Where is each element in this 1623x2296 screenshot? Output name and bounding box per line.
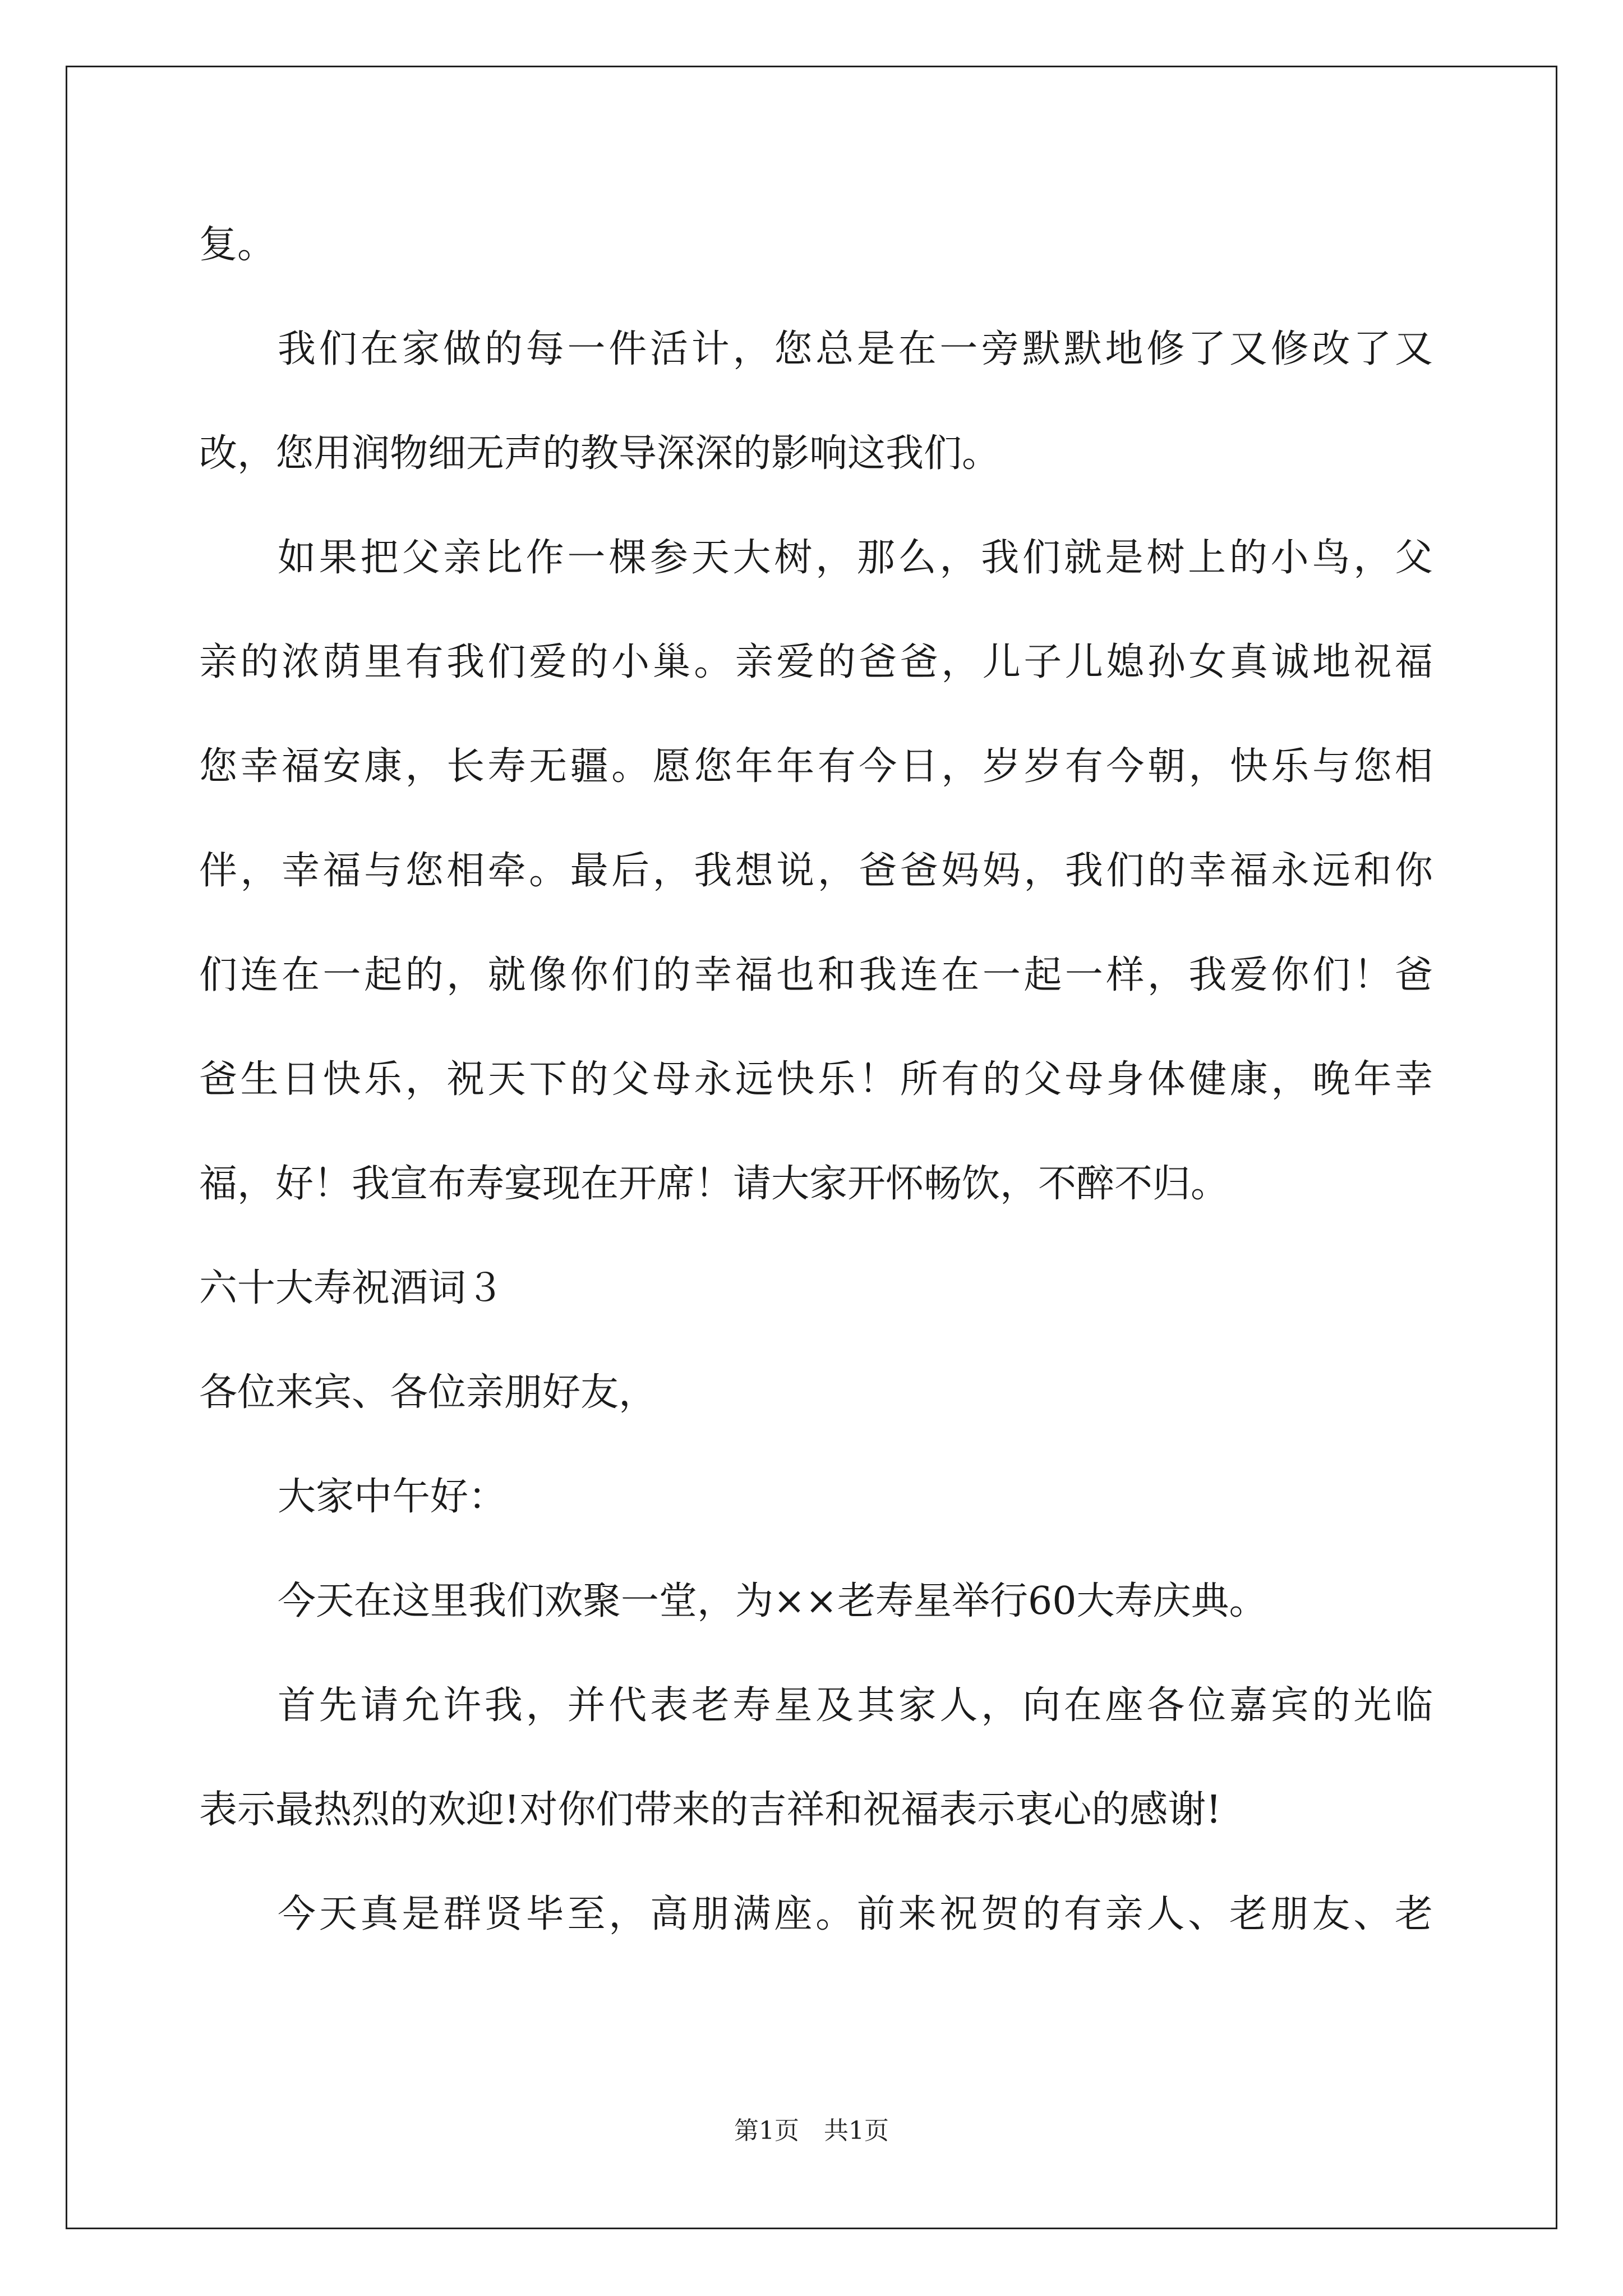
paragraph-line: 我们在家做的每一件活计，您总是在一旁默默地修了又修改了又 (278, 327, 1433, 371)
paragraph-line: 如果把父亲比作一棵参天大树，那么，我们就是树上的小鸟，父 (278, 536, 1433, 580)
paragraph-line: 首先请允许我，并代表老寿星及其家人，向在座各位嘉宾的光临 (278, 1683, 1433, 1728)
paragraph-line: 爸生日快乐，祝天下的父母永远快乐！所有的父母身体健康，晚年幸 (199, 1057, 1433, 1102)
salutation-line: 各位来宾、各位亲朋好友， (199, 1370, 657, 1415)
paragraph-line: 伴，幸福与您相牵。最后，我想说，爸爸妈妈，我们的幸福永远和你 (199, 849, 1433, 893)
section-heading: 六十大寿祝酒词３ (199, 1266, 505, 1310)
paragraph-line: 复。 (199, 223, 276, 267)
paragraph-line: 亲的浓荫里有我们爱的小巢。亲爱的爸爸，儿子儿媳孙女真诚地祝福 (199, 640, 1433, 684)
paragraph-line: 您幸福安康，长寿无疆。愿您年年有今日，岁岁有今朝，快乐与您相 (199, 744, 1433, 789)
paragraph-line: 今天在这里我们欢聚一堂，为××老寿星举行60大寿庆典。 (278, 1579, 1267, 1623)
paragraph-line: 改，您用润物细无声的教导深深的影响这我们。 (199, 431, 1000, 476)
paragraph-line: 们连在一起的，就像你们的幸福也和我连在一起一样，我爱你们！爸 (199, 953, 1433, 997)
paragraph-line: 今天真是群贤毕至，高朋满座。前来祝贺的有亲人、老朋友、老 (278, 1892, 1433, 1936)
greeting-line: 大家中午好： (278, 1475, 507, 1519)
page-number: 第1页 共1页 (734, 2116, 889, 2145)
paragraph-line: 福，好！我宣布寿宴现在开席！请大家开怀畅饮，不醉不归。 (199, 1162, 1229, 1206)
paragraph-line: 表示最热烈的欢迎!对你们带来的吉祥和祝福表示衷心的感谢! (199, 1788, 1221, 1832)
